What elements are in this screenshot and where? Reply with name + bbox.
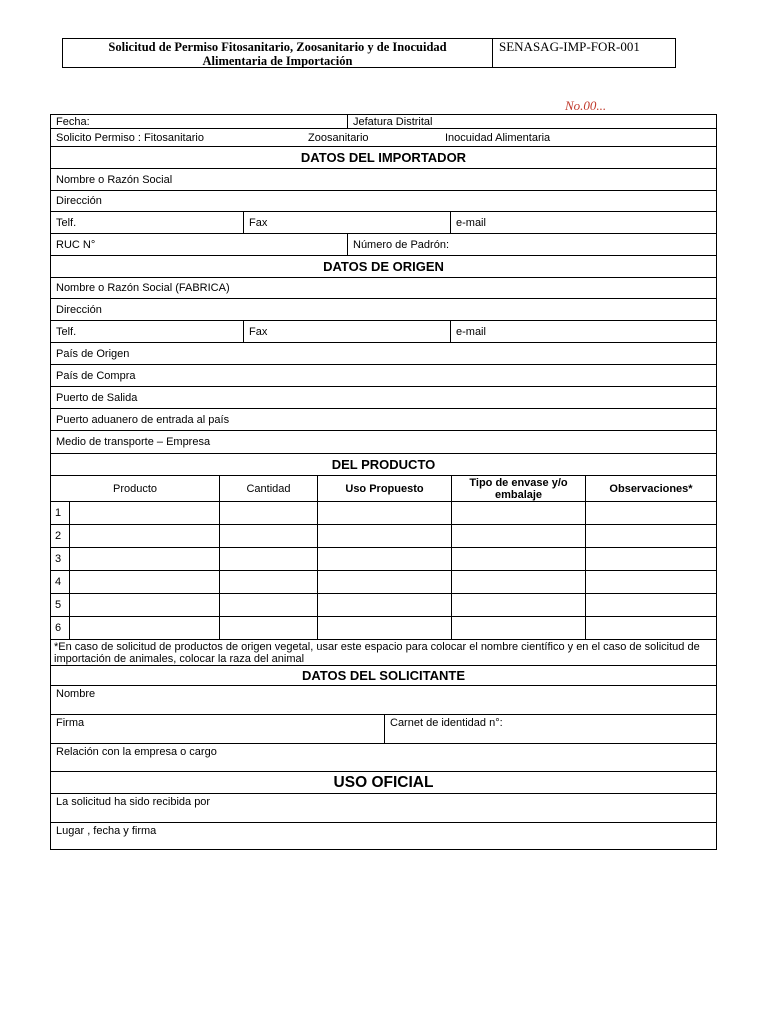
uso-cell[interactable] (317, 525, 451, 547)
fecha-field[interactable]: Fecha: (56, 115, 90, 128)
importador-telf-field[interactable]: Telf. (56, 216, 77, 229)
oficial-recibida-field[interactable]: La solicitud ha sido recibida por (56, 796, 211, 808)
producto-footnote: *En caso de solicitud de productos de origen vegetal, usar este espacio para colocar el nombre científico y en el caso de solicitud de importación de animales, colocar la raza del animal (54, 641, 700, 665)
row-origen-nombre (51, 278, 716, 299)
row-importador-ruc (51, 234, 716, 256)
col-cantidad-header: Cantidad (219, 476, 317, 501)
row-importador-nombre (51, 169, 716, 191)
form-title (63, 39, 493, 67)
importador-email-field[interactable]: e-mail (450, 212, 716, 233)
envase-cell[interactable] (451, 617, 585, 639)
producto-cell[interactable] (69, 571, 219, 593)
producto-row-number: 2 (55, 530, 62, 542)
origen-nombre-field[interactable]: Nombre o Razón Social (FABRICA) (56, 282, 230, 294)
observaciones-cell[interactable] (585, 548, 716, 570)
puerto-aduanero-field[interactable]: Puerto aduanero de entrada al país (56, 413, 230, 426)
row-origen-direccion (51, 299, 716, 321)
producto-row (51, 525, 716, 548)
importador-fax-field[interactable]: Fax (243, 212, 450, 233)
origen-heading: DATOS DE ORIGEN (323, 259, 444, 274)
row-oficial-lugar (51, 823, 716, 850)
pais-compra-field[interactable]: País de Compra (56, 369, 136, 382)
puerto-salida-field[interactable]: Puerto de Salida (56, 391, 138, 404)
row-fecha (51, 115, 716, 129)
importador-padron-field[interactable]: Número de Padrón: (347, 234, 716, 255)
producto-cell[interactable] (69, 594, 219, 616)
row-oficial-recibida (51, 794, 716, 823)
col-observaciones-header: Observaciones* (585, 476, 716, 501)
envase-cell[interactable] (451, 525, 585, 547)
section-producto (51, 454, 716, 476)
cantidad-cell[interactable] (219, 548, 317, 570)
producto-cell[interactable] (69, 548, 219, 570)
observaciones-cell[interactable] (585, 525, 716, 547)
row-pais-compra (51, 365, 716, 387)
observaciones-cell[interactable] (585, 594, 716, 616)
inocuidad-option[interactable]: Inocuidad Alimentaria (445, 131, 551, 144)
observaciones-cell[interactable] (585, 617, 716, 639)
uso-cell[interactable] (317, 571, 451, 593)
solicitante-relacion-field[interactable]: Relación con la empresa o cargo (56, 746, 217, 758)
row-origen-contacto (51, 321, 716, 343)
producto-row-number: 4 (55, 576, 62, 588)
cantidad-cell[interactable] (219, 502, 317, 524)
origen-telf-field[interactable]: Telf. (56, 325, 77, 338)
row-importador-contacto (51, 212, 716, 234)
row-solicitante-relacion (51, 744, 716, 772)
importador-ruc-field[interactable]: RUC N° (56, 238, 96, 251)
row-producto-note (51, 640, 716, 666)
section-origen (51, 256, 716, 278)
uso-cell[interactable] (317, 594, 451, 616)
origen-email-field[interactable]: e-mail (450, 321, 716, 342)
envase-cell[interactable] (451, 594, 585, 616)
producto-row-number: 3 (55, 553, 62, 565)
section-solicitante (51, 666, 716, 686)
observaciones-cell[interactable] (585, 502, 716, 524)
producto-row-number: 1 (55, 507, 62, 519)
envase-cell[interactable] (451, 571, 585, 593)
row-solicito (51, 129, 716, 147)
producto-row (51, 617, 716, 640)
uso-cell[interactable] (317, 502, 451, 524)
row-pais-origen (51, 343, 716, 365)
solicitante-heading: DATOS DEL SOLICITANTE (302, 668, 465, 683)
oficial-lugar-field[interactable]: Lugar , fecha y firma (56, 825, 157, 837)
cantidad-cell[interactable] (219, 617, 317, 639)
col-envase-header: Tipo de envase y/o embalaje (451, 476, 585, 501)
producto-row (51, 548, 716, 571)
importador-nombre-field[interactable]: Nombre o Razón Social (56, 173, 173, 186)
producto-cell[interactable] (69, 525, 219, 547)
solicitante-carnet-field[interactable]: Carnet de identidad n°: (384, 715, 716, 743)
title-line-2: Alimentaria de Importación (202, 54, 353, 68)
importador-heading: DATOS DEL IMPORTADOR (300, 150, 467, 165)
row-solicitante-firma (51, 715, 716, 744)
origen-fax-field[interactable]: Fax (243, 321, 450, 342)
zoosanitario-option[interactable]: Zoosanitario (308, 131, 369, 144)
producto-row (51, 594, 716, 617)
section-importador (51, 147, 716, 169)
importador-direccion-field[interactable]: Dirección (56, 195, 102, 207)
origen-direccion-field[interactable]: Dirección (56, 303, 102, 316)
envase-cell[interactable] (451, 548, 585, 570)
producto-heading: DEL PRODUCTO (331, 457, 436, 472)
producto-cell[interactable] (69, 617, 219, 639)
uso-cell[interactable] (317, 548, 451, 570)
header-box (62, 38, 676, 68)
document-number: No.00... (565, 98, 607, 113)
uso-cell[interactable] (317, 617, 451, 639)
row-solicitante-nombre (51, 686, 716, 715)
cantidad-cell[interactable] (219, 594, 317, 616)
row-medio-transporte (51, 431, 716, 454)
cantidad-cell[interactable] (219, 571, 317, 593)
title-line-1: Solicitud de Permiso Fitosanitario, Zoosanitario y de Inocuidad (108, 40, 447, 54)
permit-form (50, 114, 717, 850)
producto-row (51, 502, 716, 525)
solicitante-nombre-field[interactable]: Nombre (56, 688, 96, 700)
solicito-fitosanitario-label[interactable]: Solicito Permiso : Fitosanitario (56, 131, 204, 144)
producto-cell[interactable] (69, 502, 219, 524)
row-puerto-salida (51, 387, 716, 409)
col-producto-header: Producto (112, 482, 158, 495)
oficial-heading: USO OFICIAL (333, 773, 434, 791)
solicitante-firma-field[interactable]: Firma (56, 717, 85, 729)
row-importador-direccion (51, 191, 716, 212)
producto-row-number: 5 (55, 599, 62, 611)
form-code: SENASAG-IMP-FOR-001 (499, 39, 640, 54)
row-puerto-aduanero (51, 409, 716, 431)
envase-cell[interactable] (451, 502, 585, 524)
section-oficial (51, 772, 716, 794)
col-uso-header: Uso Propuesto (317, 476, 451, 501)
observaciones-cell[interactable] (585, 571, 716, 593)
producto-row-number: 6 (55, 622, 62, 634)
producto-row (51, 571, 716, 594)
cantidad-cell[interactable] (219, 525, 317, 547)
producto-table-header (51, 476, 716, 502)
pais-origen-field[interactable]: País de Origen (56, 347, 130, 360)
jefatura-field[interactable]: Jefatura Distrital (347, 115, 716, 128)
medio-transporte-field[interactable]: Medio de transporte – Empresa (56, 436, 211, 448)
